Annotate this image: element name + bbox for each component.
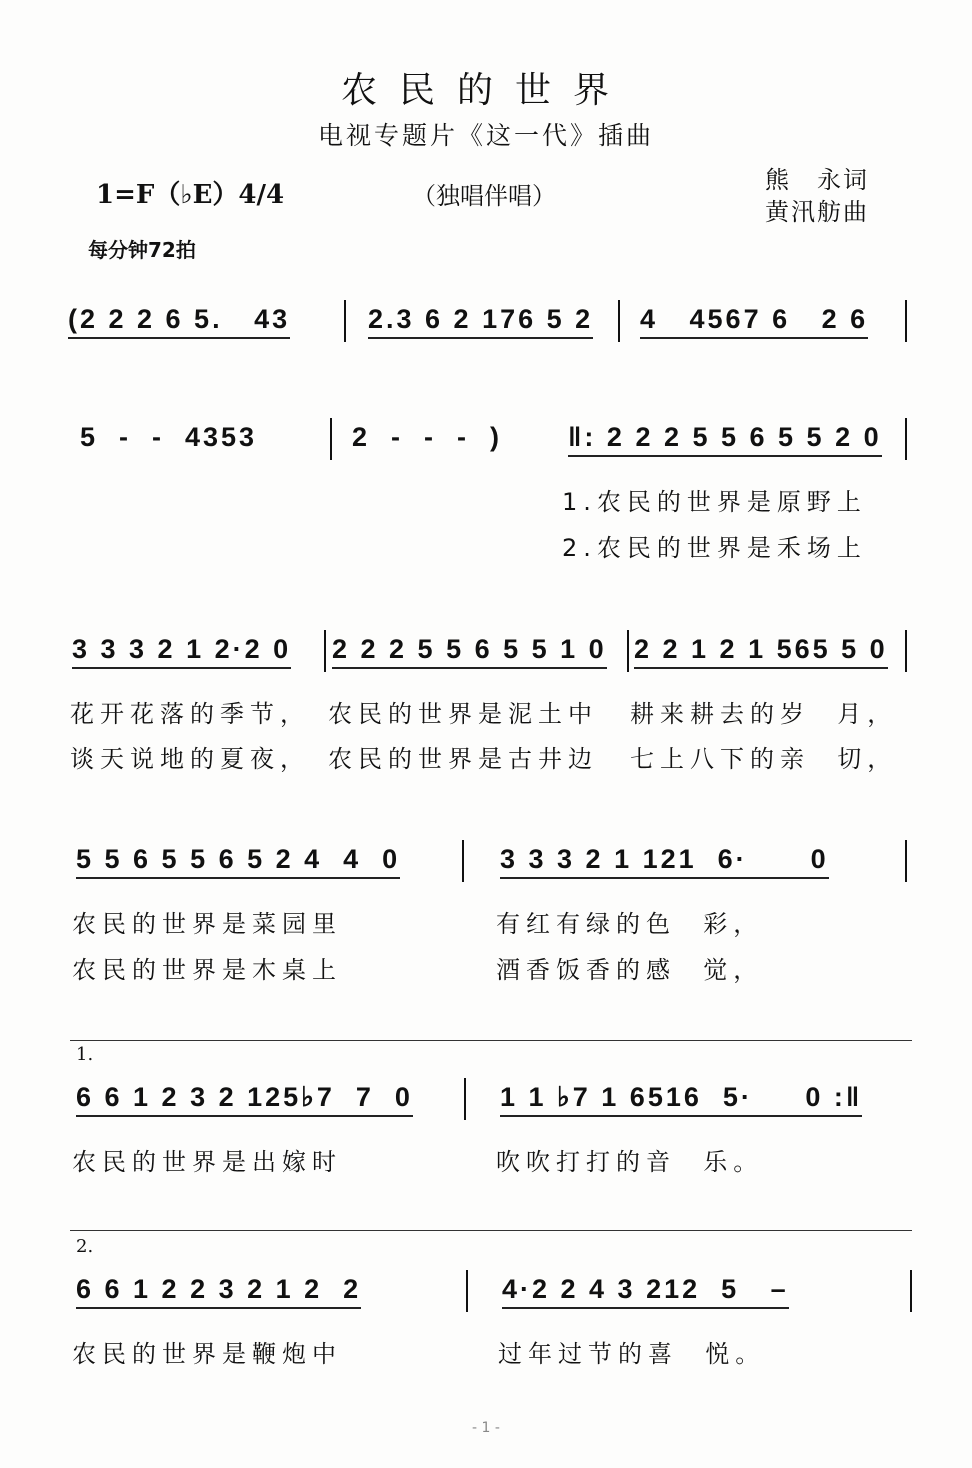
barline [618,300,620,342]
measure: 5 - - 4353 [80,422,258,452]
measure: 4·2 2 4 3 212 5 – [502,1274,789,1309]
measure: (2 2 2 6 5. 43 [68,304,290,339]
song-title: 农民的世界 [340,70,631,111]
lyric: 过年过节的喜 悦。 [498,1340,766,1368]
volta-bracket-1 [70,1040,912,1041]
measure: 6 6 1 2 3 2 125♭7 7 0 [76,1082,413,1117]
barline [466,1270,468,1312]
lyric: 酒香饭香的感 觉， [496,956,764,984]
measure: 2 2 1 2 1 565 5 0 [634,634,888,669]
lyric: 花开花落的季节， [70,700,310,728]
barline [905,840,907,882]
lyric-verse-2: 2.农民的世界是禾场上 [562,534,867,562]
lyric: 农民的世界是菜园里 [72,910,342,938]
tempo: 每分钟72拍 [88,238,196,262]
volta-1-label: 1. [76,1044,94,1065]
barline [324,630,326,672]
measure: 2.3 6 2 176 5 2 [368,304,593,339]
lyric-verse-1: 1.农民的世界是原野上 [562,488,867,516]
barline [344,300,346,342]
lyric: 农民的世界是鞭炮中 [72,1340,342,1368]
volta-2-label: 2. [76,1236,94,1257]
barline [464,1078,466,1120]
composer: 黄汛舫曲 [765,198,869,226]
measure: 5 5 6 5 5 6 5 2 4 4 0 [76,844,400,879]
measure: 3 3 3 2 1 2·2 0 [72,634,291,669]
lyric: 耕来耕去的岁 月， [630,700,898,728]
lyric: 有红有绿的色 彩， [496,910,764,938]
measure: 4 4567 6 2 6 [640,304,868,339]
lyric: 农民的世界是出嫁时 [72,1148,342,1176]
barline [627,630,629,672]
measure: 2 - - - ) [352,422,502,452]
lyricist: 熊 永词 [765,166,869,194]
lyric: 农民的世界是古井边 [328,745,598,773]
measure: 3 3 3 2 1 121 6· 0 [500,844,829,879]
lyric: 吹吹打打的音 乐。 [496,1148,764,1176]
key-signature: 1=F（♭E）4/4 [96,180,285,210]
performance-mode: （独唱伴唱） [412,182,556,210]
measure: ‖: 2 2 2 5 5 6 5 5 2 0 [568,422,882,457]
volta-bracket-2 [70,1230,912,1231]
lyric: 农民的世界是木桌上 [72,956,342,984]
barline [905,630,907,672]
measure: 1 1 ♭7 1 6516 5· 0 :‖ [500,1082,862,1117]
barline [905,300,907,342]
measure: 2 2 2 5 5 6 5 5 1 0 [332,634,607,669]
final-barline [910,1270,912,1312]
measure: 6 6 1 2 2 3 2 1 2 2 [76,1274,361,1309]
song-subtitle: 电视专题片《这一代》插曲 [317,121,654,150]
barline [330,418,332,460]
lyric: 谈天说地的夏夜， [70,745,310,773]
lyric: 七上八下的亲 切， [630,745,898,773]
barline [462,840,464,882]
barline [905,418,907,460]
page-number: - 1 - [472,1420,500,1436]
lyric: 农民的世界是泥土中 [328,700,598,728]
